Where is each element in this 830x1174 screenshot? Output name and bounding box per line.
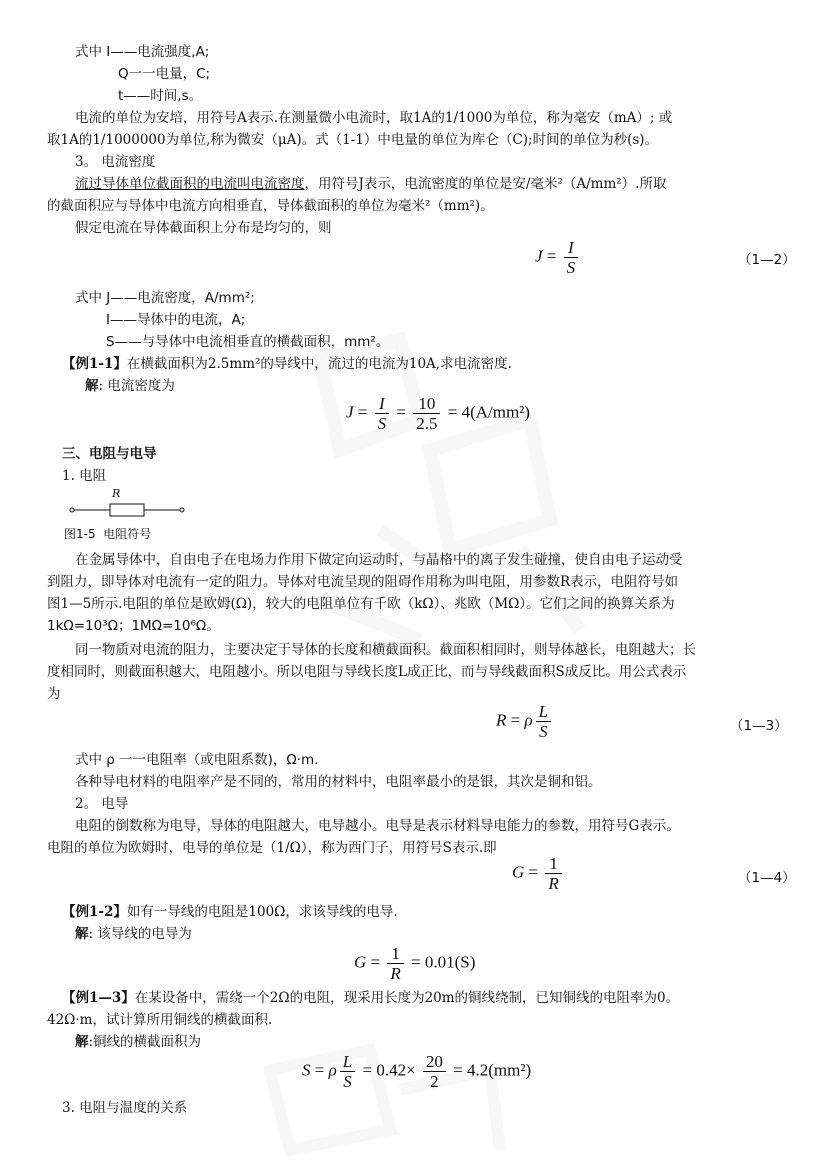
eq-result: = 0.01(S) bbox=[411, 952, 476, 972]
eq-sign: = bbox=[510, 710, 521, 730]
solution-label: 解 bbox=[75, 926, 89, 942]
equation-1-2 bbox=[535, 238, 581, 277]
text-line: 1kΩ=10³Ω；1MΩ=10⁶Ω。 bbox=[47, 618, 220, 634]
equation-1-4 bbox=[512, 854, 565, 893]
text-line bbox=[85, 376, 175, 396]
fraction bbox=[564, 238, 579, 277]
equation-example-1 bbox=[346, 394, 530, 433]
chapter-heading: 三、电阻与电导 bbox=[62, 446, 157, 462]
text-span: :铜线的横截面积为 bbox=[88, 1034, 202, 1050]
text-line bbox=[62, 988, 679, 1008]
example-label: 【例1-2】 bbox=[62, 904, 127, 920]
text-line: 为 bbox=[47, 686, 61, 702]
text-line: t——时间,s。 bbox=[118, 88, 203, 104]
equation-1-3 bbox=[496, 702, 554, 741]
fraction bbox=[375, 394, 390, 433]
denominator: 2.5 bbox=[413, 413, 440, 433]
text-line: 在金属导体中，自由电子在电场力作用下做定向运动时，与晶格中的离子发生碰撞，使自由电子运动受 bbox=[75, 552, 683, 568]
text-line: 电阻的单位为欧姆时，电导的单位是（1/Ω），称为西门子，用符号S表示.即 bbox=[47, 840, 497, 856]
fraction bbox=[340, 1052, 355, 1091]
eq-sign: = bbox=[357, 402, 368, 422]
text-span: ，用符号J表示，电流密度的单位是安/毫米²（A/mm²）.所取 bbox=[304, 176, 667, 192]
eq-result: = 4(A/mm²) bbox=[447, 402, 530, 422]
denominator: 2 bbox=[423, 1071, 446, 1091]
equation-number: （1—2） bbox=[738, 252, 796, 268]
denominator: R bbox=[545, 873, 561, 893]
text-line: I——导体中的电流，A; bbox=[106, 312, 246, 328]
text-line bbox=[75, 174, 666, 194]
solution-label: 解 bbox=[85, 378, 99, 394]
section-heading: 3. 电阻与温度的关系 bbox=[62, 1100, 188, 1116]
eq-symbol: J bbox=[535, 246, 543, 266]
numerator: L bbox=[342, 1052, 353, 1071]
definition-underlined: 流过导体单位截面积的电流叫电流密度 bbox=[75, 176, 305, 192]
text-line bbox=[62, 902, 398, 922]
equation-number: （1—4） bbox=[738, 870, 796, 886]
eq-sign: = bbox=[546, 246, 557, 266]
numerator: I bbox=[568, 238, 574, 257]
equation-number: （1—3） bbox=[730, 718, 788, 734]
fraction bbox=[423, 1052, 446, 1091]
text-line: 42Ω·m，试计算所用铜线的横截面积. bbox=[47, 1012, 273, 1028]
text-line: 图1—5所示.电阻的单位是欧姆(Ω)，较大的电阻单位有千欧（kΩ）、兆欧（MΩ）。它们之间的换算关系为 bbox=[47, 596, 675, 612]
text-line: S——与导体中电流相垂直的横截面积，mm²。 bbox=[106, 334, 390, 350]
text-line: 各种导电材料的电阻率产是不同的，常用的材料中，电阻率最小的是银，其次是铜和铝。 bbox=[75, 774, 602, 790]
denominator: S bbox=[536, 721, 551, 741]
text-span: 在横截面积为2.5mm²的导线中，流过的电流为10A,求电流密度. bbox=[126, 356, 512, 372]
example-label: 【例1—3】 bbox=[62, 990, 135, 1006]
denominator: S bbox=[375, 413, 390, 433]
fraction bbox=[413, 394, 440, 433]
resistor-symbol-icon bbox=[62, 487, 192, 520]
watermark-stamp-icon-2 bbox=[250, 1030, 510, 1170]
text-span: 在某设备中，需绕一个2Ω的电阻，现采用长度为20m的铜线绕制，已知铜线的电阻率为0。 bbox=[134, 990, 680, 1006]
text-line: 到阻力，即导体对电流有一定的阻力。导体对电流呈现的阻碍作用称为叫电阻，用参数R表示，电阻符号如 bbox=[47, 574, 679, 590]
text-line: 取1A的1/1000000为单位,称为微安（μA)。式（1-1）中电量的单位为库仑（C);时间的单位为秒(s)。 bbox=[47, 132, 659, 148]
fraction bbox=[387, 944, 403, 983]
section-heading: 1. 电阻 bbox=[62, 468, 107, 484]
text-span: : 电流密度为 bbox=[98, 378, 175, 394]
numerator: 1 bbox=[549, 854, 558, 873]
numerator: I bbox=[379, 394, 385, 413]
fraction bbox=[545, 854, 561, 893]
section-heading: 3。 电流密度 bbox=[75, 154, 156, 170]
equation-example-2 bbox=[354, 944, 475, 983]
eq-symbol: ρ bbox=[328, 1060, 337, 1080]
eq-symbol: R bbox=[496, 710, 507, 730]
numerator: 1 bbox=[391, 944, 400, 963]
text-line bbox=[75, 924, 192, 944]
figure-caption bbox=[64, 524, 151, 544]
eq-symbol: S bbox=[302, 1060, 311, 1080]
eq-sign: = bbox=[396, 402, 406, 422]
resistor-label: R bbox=[112, 487, 121, 500]
fraction bbox=[536, 702, 551, 741]
eq-symbol: J bbox=[346, 402, 354, 422]
text-line bbox=[62, 354, 512, 374]
eq-symbol: G bbox=[354, 952, 367, 972]
text-line: 同一物质对电流的阻力，主要决定于导体的长度和横截面积。截面积相同时，则导体越长，电阻越大；长 bbox=[75, 642, 696, 658]
text-line bbox=[75, 1032, 201, 1052]
eq-symbol: G bbox=[512, 862, 525, 882]
text-line: 假定电流在导体截面积上分布是均匀的，则 bbox=[75, 220, 332, 236]
text-span: 如有一导线的电阻是100Ω，求该导线的电导. bbox=[126, 904, 398, 920]
eq-sign: = bbox=[370, 952, 381, 972]
solution-label: 解 bbox=[75, 1034, 89, 1050]
denominator: S bbox=[340, 1071, 355, 1091]
text-line: 电流的单位为安培，用符号A表示.在测量微小电流时，取1A的1/1000为单位，称为毫安（mA）; 或 bbox=[75, 110, 673, 126]
text-line: 式中 J——电流密度，A/mm²; bbox=[75, 290, 255, 306]
text-span: : 该导线的电导为 bbox=[88, 926, 192, 942]
equation-example-3 bbox=[302, 1052, 531, 1091]
text-line: 的截面积应与导体中电流方向相垂直，导体截面积的单位为毫米²（mm²)。 bbox=[47, 198, 494, 214]
text-line: 式中 ρ 一一电阻率（或电阻系数)，Ω·m. bbox=[75, 752, 319, 768]
eq-symbol: ρ bbox=[524, 710, 533, 730]
denominator: S bbox=[564, 257, 579, 277]
text-line: 式中 I——电流强度,A; bbox=[75, 44, 210, 60]
numerator: 20 bbox=[425, 1052, 443, 1071]
eq-term: = 0.42× bbox=[362, 1060, 416, 1080]
text-line: Q一一电量，C; bbox=[118, 66, 211, 82]
figure-number: 图1-5 bbox=[64, 527, 96, 541]
eq-sign: = bbox=[528, 862, 539, 882]
numerator: L bbox=[538, 702, 549, 721]
text-line: 度相同时，则截面积越大，电阻越小。所以电阻与导线长度L成正比，而与导线截面积S成反比。用公式表示 bbox=[47, 664, 687, 680]
eq-sign: = bbox=[314, 1060, 325, 1080]
denominator: R bbox=[387, 963, 403, 983]
example-label: 【例1-1】 bbox=[62, 356, 127, 372]
numerator: 10 bbox=[418, 394, 436, 413]
figure-title: 电阻符号 bbox=[103, 527, 152, 541]
eq-result: = 4.2(mm²) bbox=[453, 1060, 532, 1080]
section-heading: 2。 电导 bbox=[75, 796, 129, 812]
text-line: 电阻的倒数称为电导，导体的电阻越大，电导越小。电导是表示材料导电能力的参数，用符号G表示。 bbox=[75, 818, 680, 834]
